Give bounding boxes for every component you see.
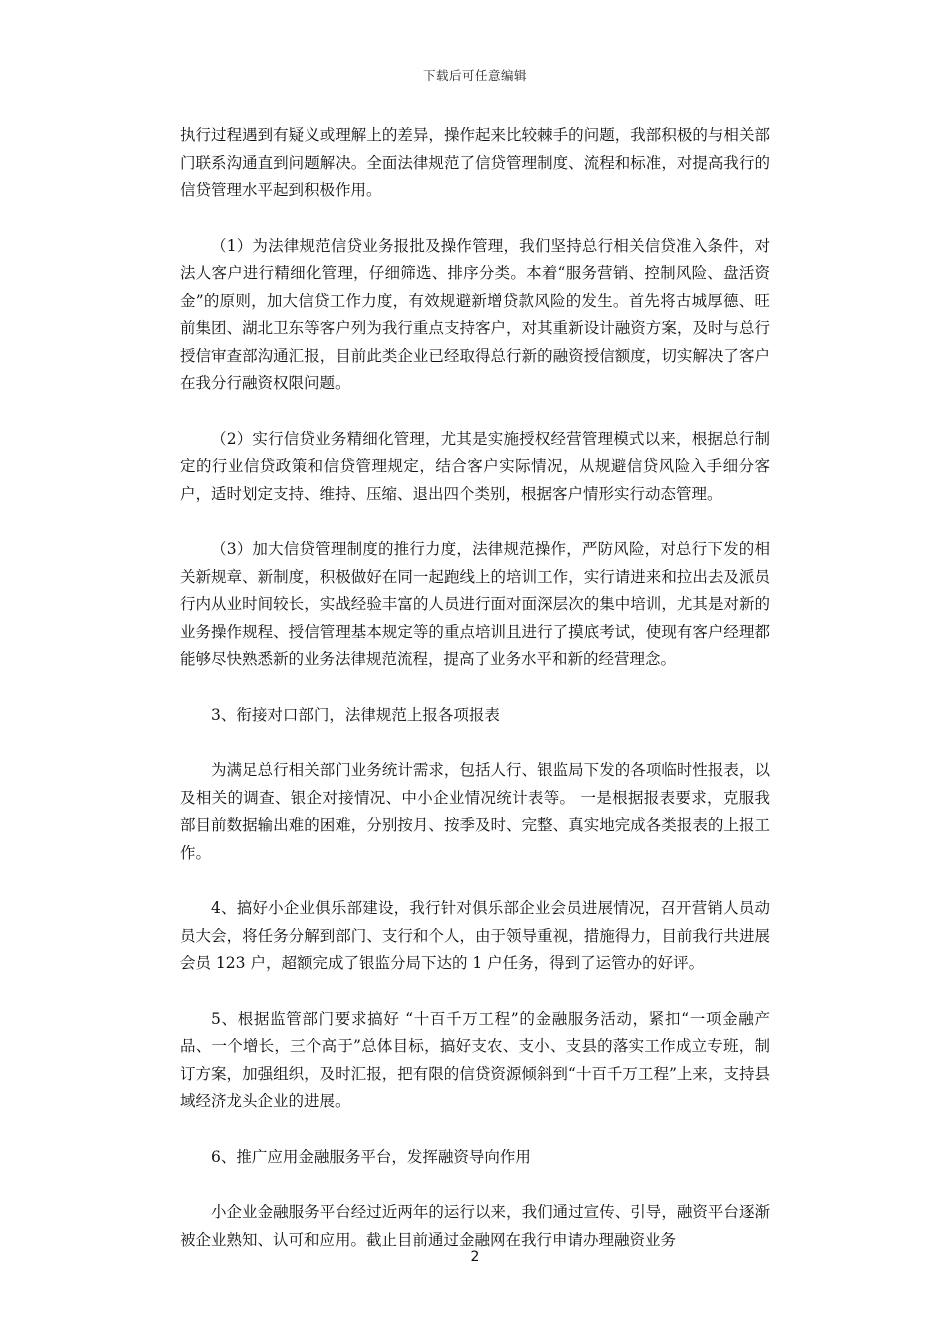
paragraph-item-1: （1）为法律规范信贷业务报批及操作管理，我们坚持总行相关信贷准入条件，对法人客户进行精细化管理，仔细筛选、排序分类。本着“服务营销、控制风险、盘活资金”的原则，加大信贷工作力度，有效规避新增贷款风险的发生。首先将古城厚德、旺前集团、湖北卫东等客户列为我行重点支持客户，对其重新设计融资方案，及时与总行授信审查部沟通汇报，目前此类企业已经取得总行新的融资授信额度，切实解决了客户在我分行融资权限问题。	[180, 236, 770, 392]
page-number: 2	[470, 1249, 480, 1265]
paragraph-platform: 小企业金融服务平台经过近两年的运行以来，我们通过宣传、引导，融资平台逐渐被企业熟知、认可和应用。截止目前通过金融网在我行申请办理融资业务	[180, 1203, 770, 1249]
paragraph-section-4: 4、搞好小企业俱乐部建设，我行针对俱乐部企业会员进展情况，召开营销人员动员大会，将任务分解到部门、支行和个人，由于领导重视，措施得力，目前我行共进展会员 123 户，超额完成了银监分局下达的 1 户任务，得到了运管办的好评。	[180, 899, 770, 972]
paragraph-item-2: （2）实行信贷业务精细化管理，尤其是实施授权经营管理模式以来，根据总行制定的行业信贷政策和信贷管理规定，结合客户实际情况，从规避信贷风险入手细分客户，适时划定支持、维持、压缩、退出四个类别，根据客户情形实行动态管理。	[180, 429, 770, 503]
section-heading-3: 3、衔接对口部门，法律规范上报各项报表	[211, 705, 500, 724]
paragraph-section-5: 5、根据监管部门要求搞好 “十百千万工程”的金融服务活动，紧扣“一项金融产品、一个增长，三个高于”总体目标，搞好支农、支小、支县的落实工作成立专班，制订方案，加强组织，及时汇报，把有限的信贷资源倾斜到“十百千万工程”上来，支持县域经济龙头企业的进展。	[180, 1009, 770, 1110]
paragraph-continuation: 执行过程遇到有疑义或理解上的差异，操作起来比较棘手的问题，我部积极的与相关部门联系沟通直到问题解决。全面法律规范了信贷管理制度、流程和标准，对提高我行的信贷管理水平起到积极作用。	[180, 126, 770, 199]
paragraph-reports: 为满足总行相关部门业务统计需求，包括人行、银监局下发的各项临时性报表，以及相关的调查、银企对接情况、中小企业情况统计表等。 一是根据报表要求，克服我部目前数据输出难的困难，分别按月、按季及时、完整、真实地完成各类报表的上报工作。	[180, 761, 770, 862]
paragraph-item-3: （3）加大信贷管理制度的推行力度，法律规范操作，严防风险，对总行下发的相关新规章、新制度，积极做好在同一起跑线上的培训工作，实行请进来和拉出去及派员行内从业时间较长，实战经验丰富的人员进行面对面深层次的集中培训，尤其是对新的业务操作规程、授信管理基本规定等的重点培训且进行了摸底考试，使现有客户经理都能够尽快熟悉新的业务法律规范流程，提高了业务水平和新的经营理念。	[180, 540, 770, 668]
section-heading-6: 6、推广应用金融服务平台，发挥融资导向作用	[211, 1147, 531, 1166]
page-header: 下载后可任意编辑	[422, 68, 527, 83]
document-body	[180, 122, 770, 1282]
